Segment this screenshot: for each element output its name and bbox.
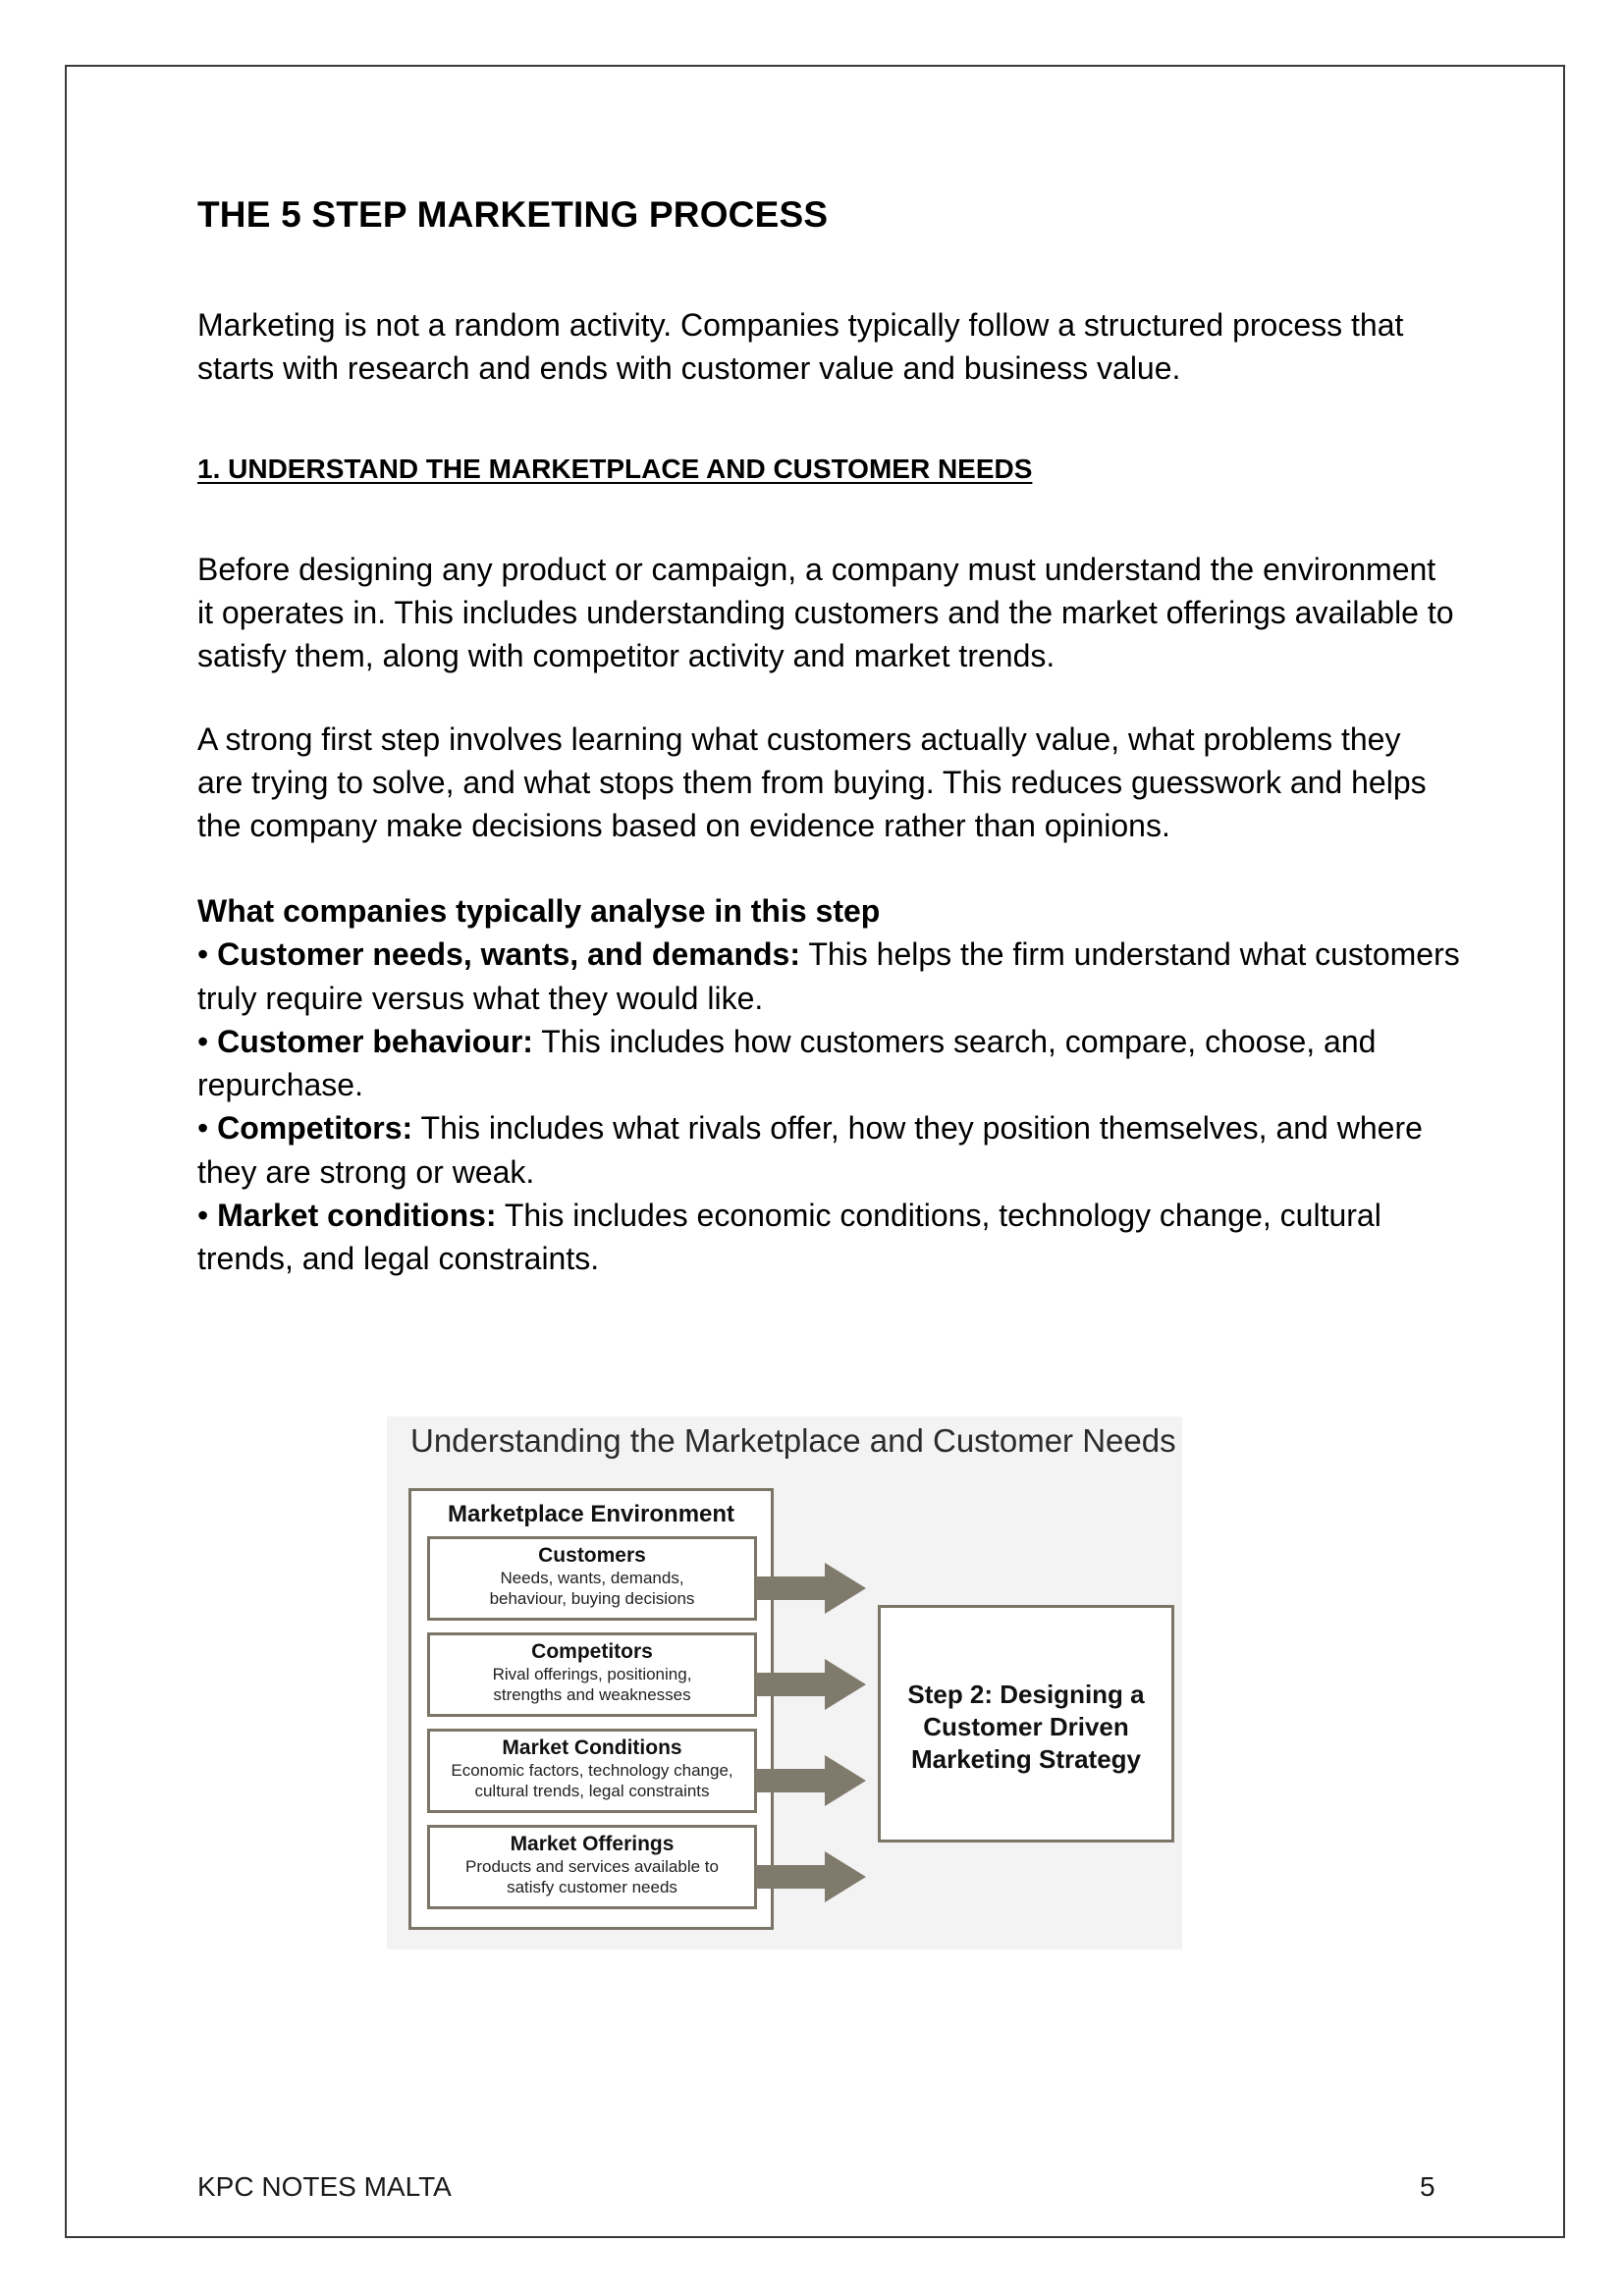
- item-desc: strengths and weaknesses: [493, 1685, 691, 1704]
- item-name: Market Offerings: [510, 1833, 675, 1855]
- market-offerings-box: [427, 1825, 757, 1909]
- item-name: Competitors: [531, 1640, 653, 1663]
- list-item: • Market conditions: This includes economic conditions, technology change, cultural trends, and legal constraints.: [197, 1198, 1381, 1277]
- step-2-label: Step 2: Designing a Customer Driven Marketing Strategy: [907, 1679, 1145, 1774]
- intro-paragraph: Marketing is not a random activity. Companies typically follow a structured process that starts with research and ends with customer value and business value.: [197, 307, 1404, 386]
- marketplace-environment-box: [408, 1488, 774, 1930]
- item-desc: Rival offerings, positioning,: [492, 1665, 692, 1683]
- footer-label: KPC NOTES MALTA: [197, 2171, 452, 2202]
- list-item: • Customer behaviour: This includes how customers search, compare, choose, and repurchase.: [197, 1023, 1377, 1103]
- item-desc: satisfy customer needs: [507, 1878, 677, 1896]
- arrow-right-icon: [756, 1755, 866, 1806]
- page-title: THE 5 STEP MARKETING PROCESS: [197, 194, 829, 235]
- item-desc: Products and services available to: [465, 1857, 719, 1876]
- page-number: 5: [1420, 2171, 1435, 2202]
- competitors-box: [427, 1632, 757, 1717]
- item-desc: cultural trends, legal constraints: [474, 1782, 710, 1800]
- item-name: Market Conditions: [502, 1736, 682, 1759]
- section-paragraph-1: Before designing any product or campaign, a company must understand the environment it operates in. This includes understanding customers and the market offerings available to satisfy them, along with competitor activity and market trends.: [197, 552, 1454, 673]
- market-conditions-box: [427, 1729, 757, 1813]
- step-2-box: [878, 1605, 1174, 1842]
- customers-box: [427, 1536, 757, 1621]
- item-desc: behaviour, buying decisions: [489, 1589, 695, 1608]
- arrow-right-icon: [756, 1851, 866, 1902]
- section-paragraph-2: A strong first step involves learning what customers actually value, what problems they are trying to solve, and what stops them from buying. This reduces guesswork and helps the company make decisions based on evidence rather than opinions.: [197, 721, 1427, 843]
- marketplace-diagram: [387, 1416, 1182, 1949]
- analysis-list: [197, 889, 1464, 1281]
- diagram-title: Understanding the Marketplace and Customer Needs: [410, 1422, 1176, 1459]
- item-desc: Needs, wants, demands,: [500, 1569, 684, 1587]
- section-heading: 1. UNDERSTAND THE MARKETPLACE AND CUSTOMER NEEDS: [197, 454, 1033, 484]
- list-item: • Competitors: This includes what rivals offer, how they position themselves, and where they are strong or weak.: [197, 1110, 1423, 1190]
- item-desc: Economic factors, technology change,: [451, 1761, 733, 1780]
- list-title: What companies typically analyse in this step: [197, 893, 881, 929]
- arrow-right-icon: [756, 1659, 866, 1710]
- item-name: Customers: [538, 1544, 646, 1567]
- arrow-right-icon: [756, 1563, 866, 1614]
- list-item: • Customer needs, wants, and demands: This helps the firm understand what customers truly require versus what they would like.: [197, 936, 1460, 1016]
- environment-title: Marketplace Environment: [447, 1501, 735, 1527]
